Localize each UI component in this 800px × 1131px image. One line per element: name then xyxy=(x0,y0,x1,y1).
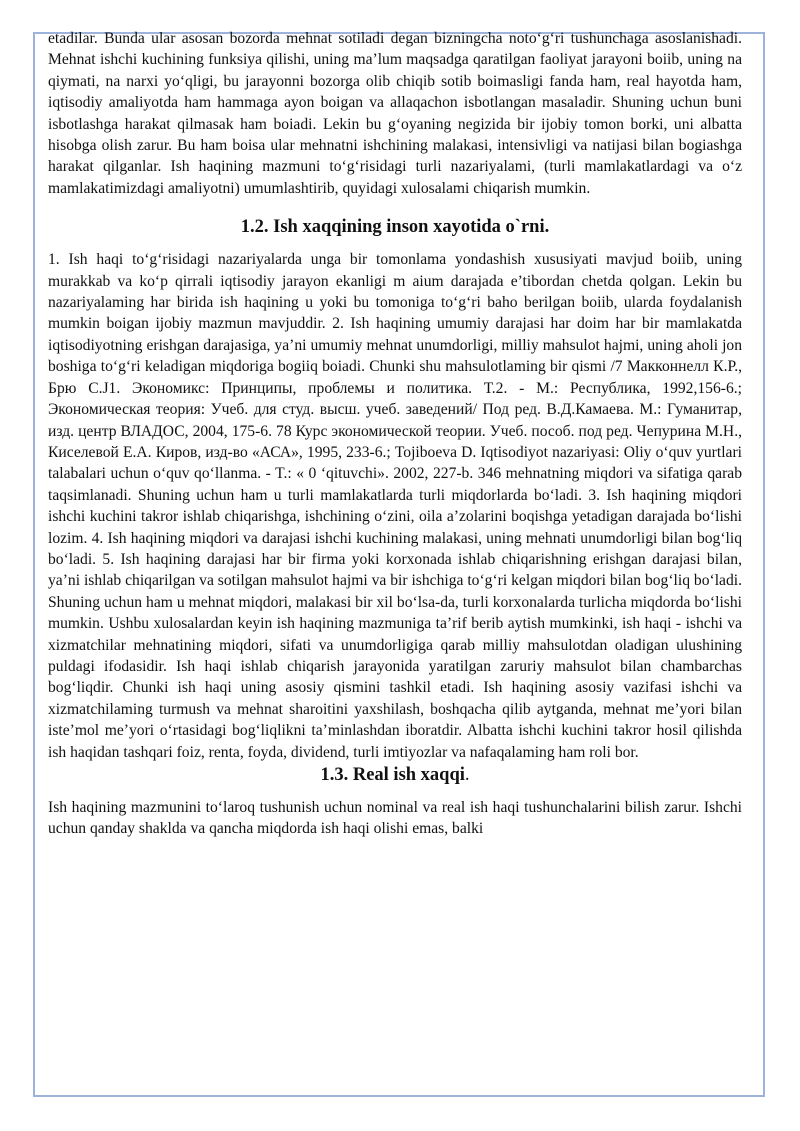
document-body xyxy=(48,28,742,840)
section-heading-1-2: 1.2. Ish xaqqining inson xayotida o`rni. xyxy=(240,217,550,238)
section-heading-1-3-period: . xyxy=(464,765,470,785)
paragraph-intro: etadilar. Bunda ular asosan bozorda mehnat sotiladi degan bizningcha noto‘g‘ri tushunchaga asoslanishadi. Mehnat ishchi kuchining funksiya qilishi, uning ma’lum maqsadga qaratilgan faoliyat jarayoni boiib, uning na qiymati, na narxi yo‘qligi, bu jarayonni bozorga olib chiqib sotib boimasligi fanda ham, real hayotda ham, iqtisodiy amaliyotda ham hammaga ayon boigan va allaqachon isbotlangan masaladir. Shuning uchun buni isbotlashga harakat qilmasak ham boiadi. Lekin bu g‘oyaning negizida bir ijobiy tomon borki, uni albatta hisobga olish zarur. Bu ham boisa ular mehnatni ishchining malakasi, intensivligi va natijasi bilan bogiashga harakat qilganlar. Ish haqining mazmuni to‘g‘risidagi turli nazariyalami, (turli mamlakatlardagi va o‘z mamlakatimizdagi amaliyotni) umumlashtirib, quyidagi xulosalami chiqarish mumkin. xyxy=(48,30,742,197)
paragraph-real-wage: Ish haqining mazmunini to‘laroq tushunish uchun nominal va real ish haqi tushunchalarini bilish zarur. Ishchi uchun qanday shaklda va qancha miqdorda ish haqi olishi emas, balki xyxy=(48,799,742,838)
section-heading-1-3-text: 1.3. Real ish xaqqi xyxy=(320,765,465,785)
section-heading-1-3 xyxy=(48,763,742,787)
paragraph-wage-conclusions: 1. Ish haqi to‘g‘risidagi nazariyalarda unga bir tomonlama yondashish xususiyati mavjud boiib, uning murakkab va ko‘p qirrali iqtisodiy jarayon ekanligi m aium darajada e’tibordan chetda qolgan. Lekin bu nazariyalaming har birida ish haqining u yoki bu tomoniga to‘g‘ri baho berilgan boiib, ularda foydalanish mumkin boigan ijobiy mazmun mavjuddir. 2. Ish haqining umumiy darajasi har doim har bir mamlakatda iqtisodiyotning erishgan darajasiga, ya’ni umumiy mehnat unumdorligi, milliy mahsulot hajmi, uning aholi jon boshiga to‘g‘ri keladigan miqdoriga bogiiq boiadi. Chunki shu mahsulotlaming bir qismi /7 Макконнелл К.Р., Брю С.J1. Экономикс: Принципы, проблемы и политика. Т.2. - М.: Республика, 1992,156-6.; Экономическая теория: Учеб. для студ. высш. учеб. заведений/ Под ред. В.Д.Камаева. М.: Гуманитар, изд. центр ВЛАДОС, 2004, 175-6. 78 Курс экономической теории. Учеб. пособ. под ред. Чепурина М.Н., Киселевой Е.А. Киров, изд-во «АСА», 1995, 233-6.; Tojiboeva D. Iqtisodiyot nazariyasi: Oliy o‘quv yurtlari talabalari uchun o‘quv qo‘llanma. - T.: « 0 ‘qituvchi». 2002, 227-b. 346 mehnatning miqdori va sifatiga qarab taqsimlanadi. Shuning uchun ham u turli mamlakatlarda turli miqdorlarda bo‘ladi. 3. Ish haqining miqdori ishchi kuchini takror ishlab chiqarishga, ishchining o‘zini, oila a’zolarini boqishga yetadigan darajada bo‘lishi lozim. 4. Ish haqining miqdori va darajasi ishchi kuchining malakasi, uning mehnati unumdorligi bilan bog‘liq bo‘ladi. 5. Ish haqining darajasi har bir firma yoki korxonada ishlab chiqarishning erishgan darajasi bilan, ya’ni ishlab chiqarilgan va sotilgan mahsulot hajmi va bir ishchiga to‘g‘ri kelgan miqdori bilan bog‘liq bo‘ladi. Shuning uchun ham u mehnat miqdori, malakasi bir xil bo‘lsa-da, turli korxonalarda turlicha miqdorda bo‘lishi mumkin. Ushbu xulosalardan keyin ish haqining mazmuniga ta’rif berib aytish mumkinki, ish haqi - ishchi va xizmatchilar mehnatining miqdori, sifati va unumdorligiga qarab milliy mahsulotdan oladigan ulushining puldagi ifodasidir. Ish haqi ishlab chiqarish jarayonida yaratilgan zaruriy mahsulot bilan chambarchas bog‘liqdir. Chunki ish haqi uning asosiy qismini tashkil etadi. Ish haqining asosiy vazifasi ishchi va xizmatchilaming turmush va mehnat sharoitini yaxshilash, boshqacha qilib aytganda, mehnat me’yori bilan iste’mol me’yori o‘rtasidagi bog‘liqlikni ta’minlashdan iboratdir. Albatta ishchi kuchini takror hosil qilishda ish haqidan tashqari foiz, renta, foyda, dividend, turli imtiyozlar va nafaqalaming ham roli bor. xyxy=(48,251,742,761)
